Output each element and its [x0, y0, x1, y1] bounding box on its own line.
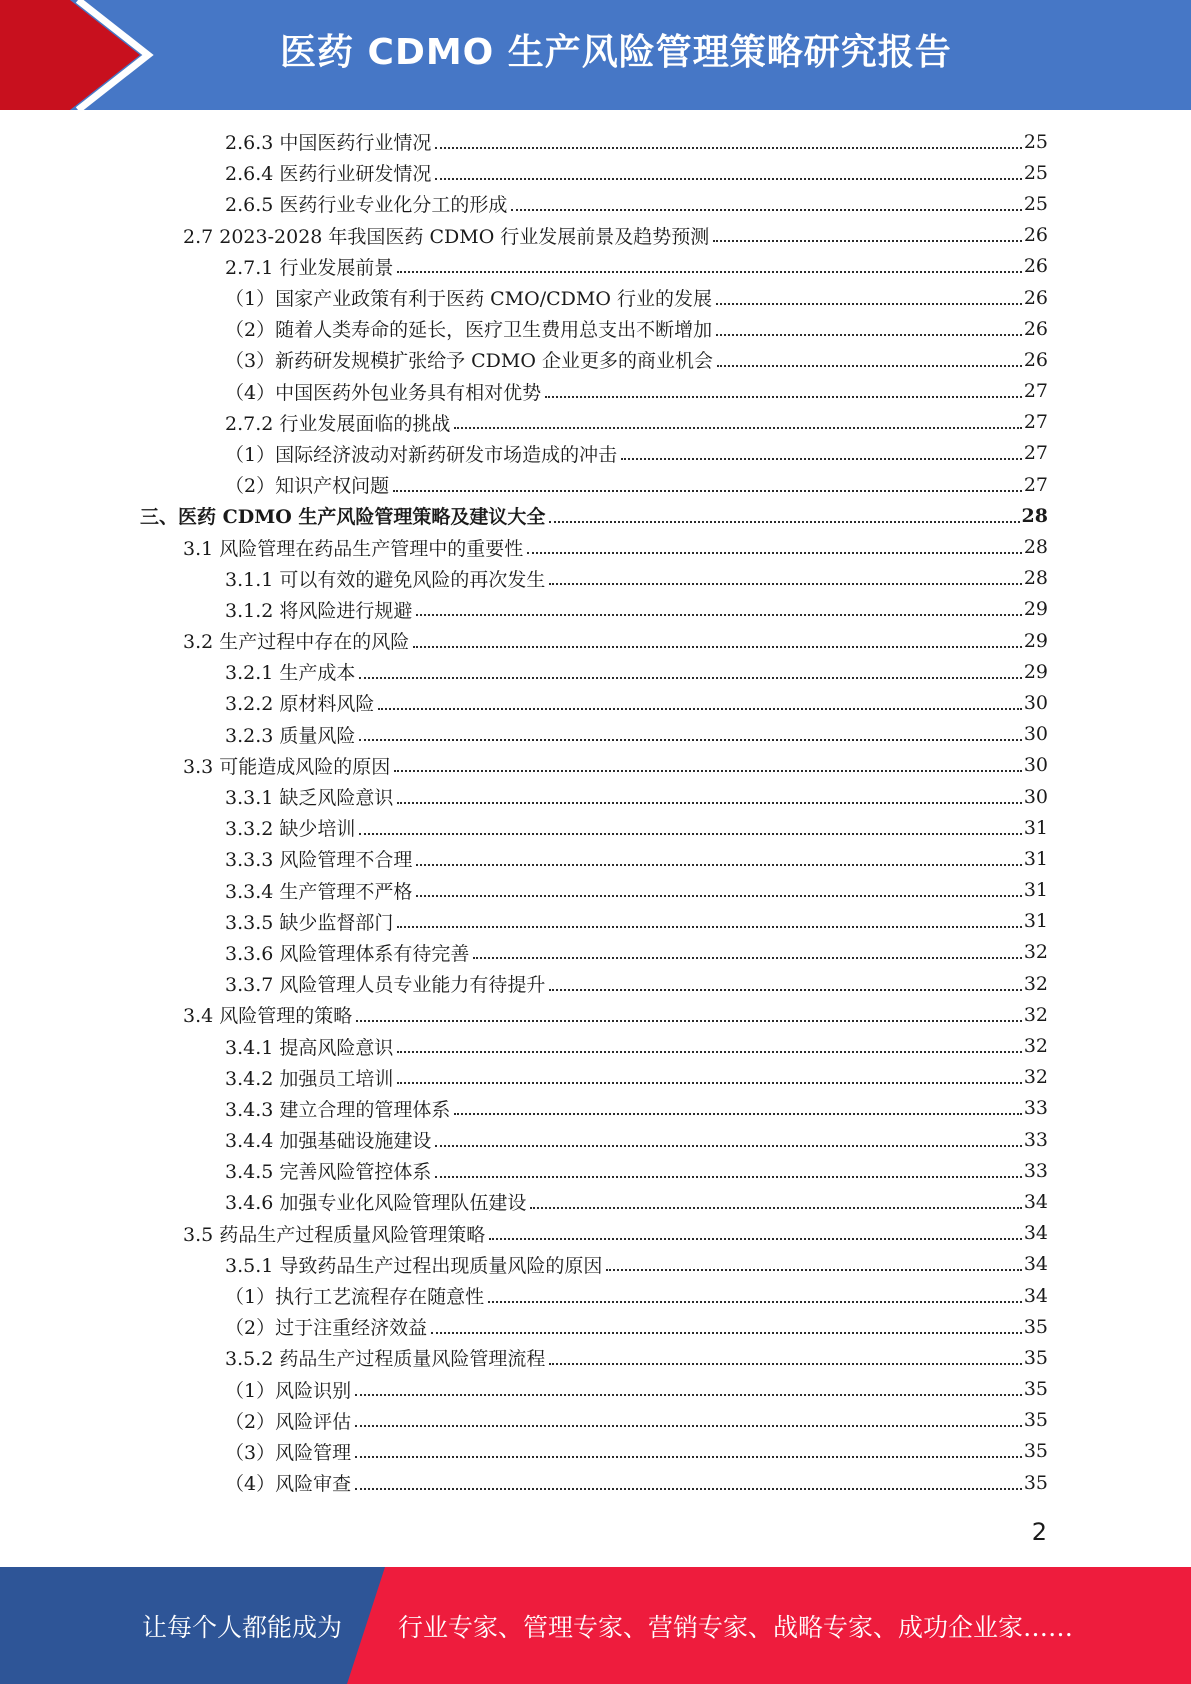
toc-dot-leader	[549, 1363, 1021, 1365]
toc-dot-leader	[431, 1332, 1022, 1334]
toc-entry-label: 3.3.5 缺少监督部门	[225, 911, 394, 934]
toc-dot-leader	[397, 802, 1021, 804]
toc-entry[interactable]	[0, 1311, 1191, 1342]
toc-entry-page: 31	[1023, 847, 1048, 870]
toc-entry-page: 35	[1023, 1440, 1048, 1463]
toc-entry-label: 3.1 风险管理在药品生产管理中的重要性	[183, 537, 524, 560]
toc-entry[interactable]	[0, 1374, 1191, 1405]
toc-dot-leader	[549, 989, 1021, 991]
footer-slogan-left: 让每个人都能成为	[142, 1613, 343, 1642]
toc-dot-leader	[473, 957, 1021, 959]
toc-entry-label: （3）风险管理	[225, 1441, 352, 1464]
toc-dot-leader	[545, 396, 1022, 398]
footer-slogan-right: 行业专家、管理专家、营销专家、战略专家、成功企业家……	[398, 1613, 1074, 1642]
toc-dot-leader	[549, 583, 1021, 585]
toc-entry[interactable]	[0, 937, 1191, 968]
toc-entry-label: （4）中国医药外包业务具有相对优势	[225, 381, 542, 404]
toc-entry-page: 30	[1023, 691, 1048, 714]
toc-entry-page: 31	[1023, 910, 1048, 933]
toc-entry[interactable]	[0, 1467, 1191, 1498]
toc-entry-label: 3.3.2 缺少培训	[225, 818, 356, 841]
toc-dot-leader	[397, 1082, 1021, 1084]
toc-entry-page: 27	[1023, 442, 1048, 465]
footer-banner	[0, 1567, 1191, 1684]
header-banner	[0, 0, 1191, 110]
toc-entry[interactable]	[0, 875, 1191, 906]
toc-entry[interactable]	[0, 750, 1191, 781]
toc-entry[interactable]	[0, 625, 1191, 656]
toc-entry[interactable]	[0, 1124, 1191, 1155]
toc-entry-page: 32	[1023, 941, 1048, 964]
toc-dot-leader	[359, 677, 1021, 679]
toc-entry-label: （2）随着人类寿命的延长，医疗卫生费用总支出不断增加	[225, 319, 713, 342]
toc-entry-label: 3.3 可能造成风险的原因	[183, 755, 391, 778]
toc-entry[interactable]	[0, 251, 1191, 282]
toc-entry[interactable]	[0, 1280, 1191, 1311]
toc-dot-leader	[416, 895, 1021, 897]
toc-dot-leader	[606, 1269, 1021, 1271]
toc-entry[interactable]	[0, 999, 1191, 1030]
toc-dot-leader	[716, 334, 1022, 336]
toc-entry-label: （2）过于注重经济效益	[225, 1317, 428, 1340]
toc-dot-leader	[717, 365, 1022, 367]
toc-entry[interactable]	[0, 719, 1191, 750]
toc-entry-page: 34	[1023, 1253, 1048, 1276]
toc-dot-leader	[416, 614, 1021, 616]
toc-entry-page: 25	[1023, 161, 1048, 184]
toc-entry-page: 28	[1023, 567, 1048, 590]
toc-entry[interactable]	[0, 188, 1191, 219]
toc-dot-leader	[355, 1488, 1022, 1490]
toc-entry[interactable]	[0, 500, 1191, 531]
toc-entry[interactable]	[0, 1093, 1191, 1124]
toc-dot-leader	[435, 1176, 1021, 1178]
toc-entry-label: 3.2 生产过程中存在的风险	[183, 631, 410, 654]
toc-entry-label: （1）执行工艺流程存在随意性	[225, 1286, 485, 1309]
toc-entry[interactable]	[0, 438, 1191, 469]
toc-entry-label: 3.3.3 风险管理不合理	[225, 849, 413, 872]
toc-entry-page: 28	[1023, 536, 1048, 559]
toc-dot-leader	[716, 303, 1022, 305]
toc-entry[interactable]	[0, 282, 1191, 313]
toc-entry-page: 35	[1023, 1409, 1048, 1432]
toc-entry-label: 3.4.5 完善风险管控体系	[225, 1161, 432, 1184]
toc-entry[interactable]	[0, 1030, 1191, 1061]
toc-entry-page: 35	[1023, 1378, 1048, 1401]
table-of-contents	[0, 126, 1191, 1498]
toc-entry-page: 29	[1023, 660, 1048, 683]
toc-dot-leader	[393, 490, 1022, 492]
toc-entry[interactable]	[0, 469, 1191, 500]
toc-entry-page: 34	[1023, 1190, 1048, 1213]
toc-entry-page: 29	[1023, 629, 1048, 652]
toc-dot-leader	[549, 521, 1019, 523]
toc-entry-label: 3.4 风险管理的策略	[183, 1005, 353, 1028]
toc-entry[interactable]	[0, 968, 1191, 999]
toc-entry-page: 25	[1023, 130, 1048, 153]
toc-entry[interactable]	[0, 656, 1191, 687]
toc-entry-label: （2）风险评估	[225, 1410, 352, 1433]
toc-entry-page: 29	[1023, 598, 1048, 621]
toc-entry[interactable]	[0, 1062, 1191, 1093]
toc-dot-leader	[435, 1145, 1021, 1147]
toc-entry[interactable]	[0, 843, 1191, 874]
toc-dot-leader	[378, 708, 1021, 710]
toc-entry[interactable]	[0, 687, 1191, 718]
toc-dot-leader	[397, 1051, 1021, 1053]
toc-entry[interactable]	[0, 781, 1191, 812]
toc-entry-label: 3.5.2 药品生产过程质量风险管理流程	[225, 1348, 546, 1371]
toc-entry-label: （2）知识产权问题	[225, 475, 390, 498]
toc-dot-leader	[454, 1113, 1021, 1115]
toc-dot-leader	[489, 1238, 1022, 1240]
toc-dot-leader	[511, 209, 1021, 211]
toc-dot-leader	[527, 552, 1022, 554]
chevron-arrow-icon	[0, 0, 160, 110]
toc-entry-page: 33	[1023, 1159, 1048, 1182]
toc-entry-page: 33	[1023, 1128, 1048, 1151]
toc-entry-page: 32	[1023, 972, 1048, 995]
toc-dot-leader	[435, 178, 1021, 180]
report-title: 医药 CDMO 生产风险管理策略研究报告	[280, 32, 952, 73]
toc-entry-label: （3）新药研发规模扩张给予 CDMO 企业更多的商业机会	[225, 350, 713, 373]
toc-dot-leader	[416, 864, 1021, 866]
toc-entry-page: 26	[1023, 255, 1048, 278]
toc-entry-label: 2.6.3 中国医药行业情况	[225, 132, 432, 155]
toc-entry[interactable]	[0, 812, 1191, 843]
toc-entry-page: 35	[1023, 1315, 1048, 1338]
toc-entry-label: 3.5.1 导致药品生产过程出现质量风险的原因	[225, 1254, 603, 1277]
toc-dot-leader	[435, 147, 1021, 149]
toc-entry-label: 三、医药 CDMO 生产风险管理策略及建议大全	[140, 506, 546, 529]
toc-entry-label: 3.2.1 生产成本	[225, 662, 356, 685]
toc-entry-page: 35	[1023, 1346, 1048, 1369]
toc-entry[interactable]	[0, 126, 1191, 157]
toc-entry-label: 3.2.2 原材料风险	[225, 693, 375, 716]
toc-entry-page: 32	[1023, 1035, 1048, 1058]
toc-entry-page: 31	[1023, 879, 1048, 902]
toc-entry[interactable]	[0, 1155, 1191, 1186]
toc-entry-page: 30	[1023, 754, 1048, 777]
toc-entry-page: 25	[1023, 192, 1048, 215]
toc-entry-page: 35	[1023, 1471, 1048, 1494]
toc-entry-page: 34	[1023, 1284, 1048, 1307]
toc-dot-leader	[356, 1020, 1022, 1022]
toc-dot-leader	[355, 1456, 1022, 1458]
toc-dot-leader	[397, 926, 1021, 928]
toc-entry[interactable]	[0, 157, 1191, 188]
toc-entry-label: 3.3.4 生产管理不严格	[225, 880, 413, 903]
toc-dot-leader	[355, 1425, 1022, 1427]
toc-entry-page: 30	[1023, 785, 1048, 808]
toc-entry-label: 3.4.4 加强基础设施建设	[225, 1130, 432, 1153]
toc-dot-leader	[359, 833, 1021, 835]
toc-entry-page: 27	[1023, 473, 1048, 496]
toc-entry-page: 26	[1023, 348, 1048, 371]
toc-entry-label: 3.1.2 将风险进行规避	[225, 599, 413, 622]
toc-entry[interactable]	[0, 407, 1191, 438]
toc-entry-label: 3.3.6 风险管理体系有待完善	[225, 942, 470, 965]
toc-entry[interactable]	[0, 1436, 1191, 1467]
toc-entry[interactable]	[0, 1249, 1191, 1280]
toc-entry-page: 32	[1023, 1003, 1048, 1026]
toc-entry-label: 3.5 药品生产过程质量风险管理策略	[183, 1223, 486, 1246]
toc-entry-label: 2.6.5 医药行业专业化分工的形成	[225, 194, 508, 217]
toc-entry-page: 32	[1023, 1066, 1048, 1089]
toc-dot-leader	[454, 427, 1021, 429]
toc-dot-leader	[621, 458, 1022, 460]
toc-entry-page: 28	[1021, 504, 1048, 527]
toc-entry-label: 2.6.4 医药行业研发情况	[225, 163, 432, 186]
toc-entry-label: 3.3.1 缺乏风险意识	[225, 787, 394, 810]
toc-entry-page: 31	[1023, 816, 1048, 839]
toc-dot-leader	[713, 240, 1022, 242]
toc-entry-label: 3.4.1 提高风险意识	[225, 1036, 394, 1059]
page-number: 2	[1031, 1518, 1047, 1546]
toc-entry-label: 2.7 2023-2028 年我国医药 CDMO 行业发展前景及趋势预测	[183, 225, 710, 248]
toc-entry-label: 2.7.1 行业发展前景	[225, 256, 394, 279]
toc-entry[interactable]	[0, 1186, 1191, 1217]
toc-entry-label: 3.2.3 质量风险	[225, 724, 356, 747]
toc-entry-page: 27	[1023, 411, 1048, 434]
toc-entry[interactable]	[0, 376, 1191, 407]
toc-entry-label: 3.3.7 风险管理人员专业能力有待提升	[225, 974, 546, 997]
toc-entry-label: （4）风险审查	[225, 1473, 352, 1496]
toc-entry-label: （1）风险识别	[225, 1379, 352, 1402]
toc-entry-label: （1）国家产业政策有利于医药 CMO/CDMO 行业的发展	[225, 288, 712, 311]
toc-entry[interactable]	[0, 594, 1191, 625]
toc-entry-page: 30	[1023, 723, 1048, 746]
toc-entry-label: 3.4.6 加强专业化风险管理队伍建设	[225, 1192, 527, 1215]
toc-entry[interactable]	[0, 1342, 1191, 1373]
toc-entry[interactable]	[0, 1218, 1191, 1249]
toc-entry-page: 26	[1023, 224, 1048, 247]
toc-entry[interactable]	[0, 313, 1191, 344]
toc-dot-leader	[530, 1207, 1021, 1209]
toc-entry-label: 3.4.2 加强员工培训	[225, 1067, 394, 1090]
toc-dot-leader	[413, 646, 1022, 648]
toc-dot-leader	[397, 271, 1021, 273]
toc-entry-label: （1）国际经济波动对新药研发市场造成的冲击	[225, 443, 618, 466]
toc-dot-leader	[355, 1394, 1022, 1396]
toc-dot-leader	[359, 739, 1021, 741]
toc-dot-leader	[394, 770, 1022, 772]
toc-entry[interactable]	[0, 531, 1191, 562]
toc-entry[interactable]	[0, 220, 1191, 251]
toc-entry-page: 26	[1023, 317, 1048, 340]
toc-entry[interactable]	[0, 1405, 1191, 1436]
toc-entry-page: 26	[1023, 286, 1048, 309]
toc-entry-label: 2.7.2 行业发展面临的挑战	[225, 412, 451, 435]
toc-entry-page: 34	[1023, 1222, 1048, 1245]
toc-entry[interactable]	[0, 344, 1191, 375]
toc-entry-page: 27	[1023, 380, 1048, 403]
toc-entry-label: 3.4.3 建立合理的管理体系	[225, 1098, 451, 1121]
toc-entry-label: 3.1.1 可以有效的避免风险的再次发生	[225, 568, 546, 591]
toc-entry-page: 33	[1023, 1097, 1048, 1120]
toc-entry[interactable]	[0, 906, 1191, 937]
toc-dot-leader	[488, 1301, 1022, 1303]
toc-entry[interactable]	[0, 563, 1191, 594]
